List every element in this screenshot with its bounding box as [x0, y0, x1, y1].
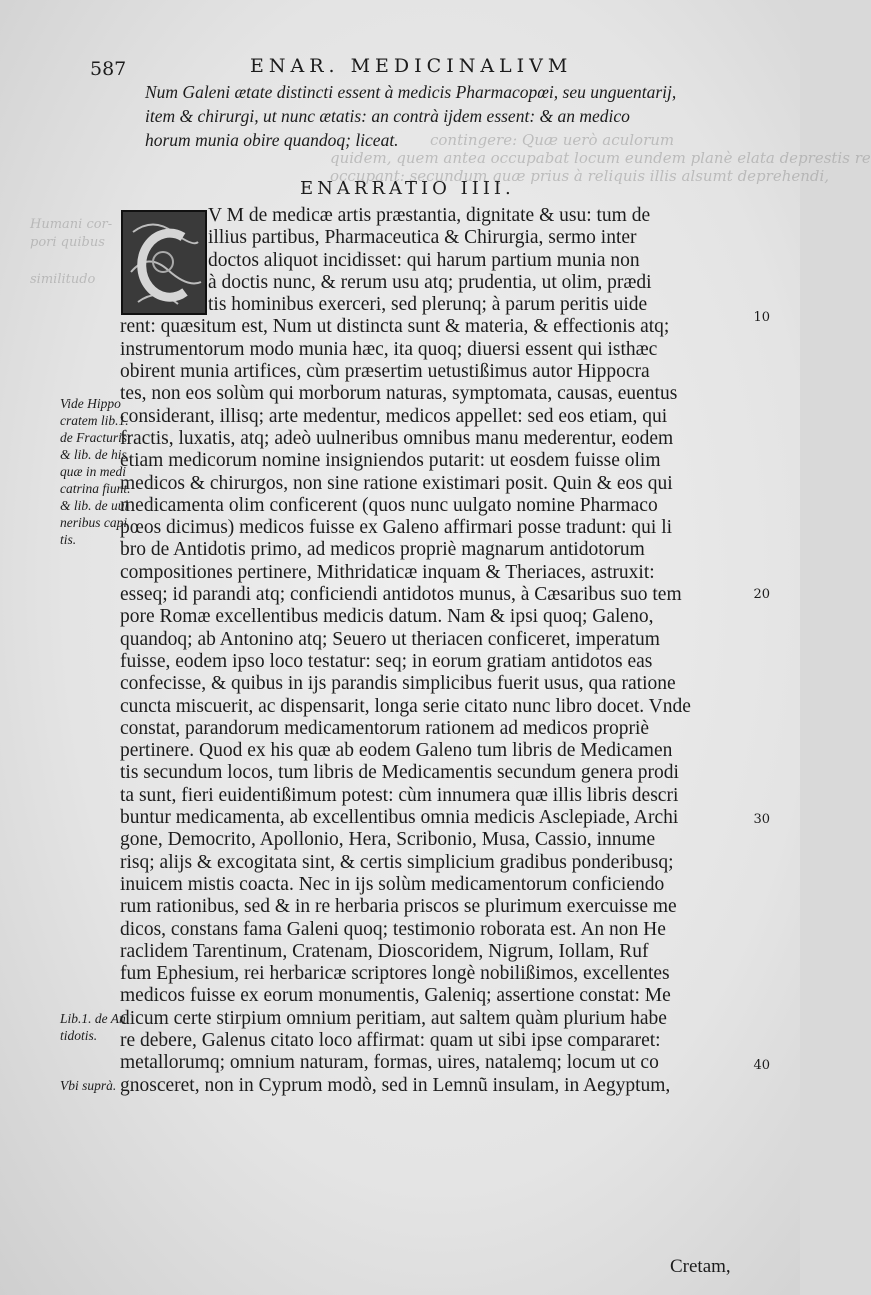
body-line: pœos dicimus) medicos fuisse ex Galeno affirmari posse tradunt: qui li: [120, 517, 673, 539]
line-number: 40: [753, 1058, 770, 1073]
body-line: cuncta miscuerit, ac dispensarit, longa serie citato nunc libro docet. Vnde: [120, 695, 691, 717]
body-line: medicamenta olim conficerent (quos nunc uulgato nomine Pharmaco: [120, 494, 658, 516]
margin-note: [60, 395, 132, 548]
body-line: rent: quæsitum est, Num ut distincta sunt & materia, & effectionis atq;: [120, 316, 670, 338]
body-line: à doctis nunc, & rerum usu atq; prudentia, ut olim, prædi: [208, 271, 652, 293]
bleed-through-text: pori quibus: [30, 235, 105, 250]
margin-note-line: cratem lib.1.: [60, 413, 129, 428]
body-line: inuicem mistis coacta. Nec in ijs solùm medicamentorum conficiendo: [120, 873, 665, 895]
body-line: buntur medicamenta, ab excellentibus omnia medicis Asclepiade, Archi: [120, 807, 679, 829]
body-line: doctos aliquot incidisset: qui harum partium munia non: [208, 249, 640, 271]
body-line: raclidem Tarentinum, Cratenam, Dioscoridem, Nigrum, Iollam, Ruf: [120, 940, 649, 962]
body-line: dicum certe stirpium omnium peritiam, aut saltem quàm plurium habe: [120, 1007, 667, 1029]
body-line: ta sunt, fieri euidentißimum potest: cùm innumera quæ illis libris descri: [120, 784, 679, 806]
body-line: fum Ephesium, rei herbaricæ scriptores longè nobilißimos, excellentes: [120, 963, 670, 985]
intro-question: [145, 80, 745, 152]
margin-note-line: Vide Hippo: [60, 396, 121, 411]
body-line: tis hominibus exerceri, sed plerunq; à parum peritis uide: [208, 294, 648, 316]
margin-note-line: tidotis.: [60, 1028, 98, 1043]
body-line: tes, non eos solùm qui morborum naturas, symptomata, causas, euentus: [120, 383, 678, 405]
body-line: fractis, luxatis, atq; adeò uulneribus omnibus manu mederentur, eodem: [120, 427, 674, 449]
body-line: quandoq; ab Antonino atq; Seuero ut theriacen conficeret, imperatum: [120, 628, 660, 650]
body-line: dicos, constans fama Galeni quoq; testimonio roborata est. An non He: [120, 918, 666, 940]
body-line: esseq; id parandi atq; conficiendi antidotos munus, à Cæsaribus suo tem: [120, 584, 682, 606]
body-line: considerant, illisq; arte medentur, medicos appellet: sed eos etiam, qui: [120, 405, 668, 427]
body-line: tis secundum locos, tum libris de Medicamentis secundum genera prodi: [120, 762, 679, 784]
bleed-through-text: quidem, quem antea occupabat locum eundem planè elata deprestis re: [330, 149, 871, 167]
decorated-initial: [121, 210, 207, 315]
margin-note-line: & lib. de his: [60, 447, 127, 462]
margin-note-line: tis.: [60, 532, 77, 547]
margin-note-line: Lib.1. de An: [60, 1011, 126, 1026]
intro-line: horum munia obire quandoq; liceat.: [145, 130, 399, 150]
line-number: 20: [753, 587, 770, 602]
running-title: ENAR. MEDICINALIVM: [250, 55, 573, 77]
body-line: fuisse, eodem ipso loco testatur: seq; in eorum gratiam antidotos eas: [120, 650, 653, 672]
body-line: rum rationibus, sed & in re herbaria priscos se plurimum exercuisse me: [120, 896, 677, 918]
margin-note-line: & lib. de uul: [60, 498, 129, 513]
margin-note-line: Vbi suprà.: [60, 1078, 117, 1093]
body-line: confecisse, & quibus in ijs parandis simplicibus fuerit usus, qua ratione: [120, 673, 676, 695]
margin-note: [60, 1010, 126, 1044]
body-line: instrumentorum modo munia hæc, ita quoq; diuersi essent qui isthæc: [120, 338, 658, 360]
body-line: pore Romæ excellentibus medicis datum. Nam & ipsi quoq; Galeno,: [120, 606, 654, 628]
margin-note-line: catrina fiunt.: [60, 481, 131, 496]
intro-line: Num Galeni ætate distincti essent à medicis Pharmacopœi, seu unguentarij,: [145, 82, 677, 102]
body-line: V M de medicæ artis præstantia, dignitate & usu: tum de: [208, 205, 651, 226]
intro-line: item & chirurgi, ut nunc ætatis: an contrà ijdem essent: & an medico: [145, 106, 630, 126]
body-line: constat, parandorum medicamentorum rationem ad medicos propriè: [120, 717, 650, 739]
body-line: pertinere. Quod ex his quæ ab eodem Galeno tum libris de Medicamen: [120, 740, 673, 762]
body-line: obirent munia artifices, cùm præsertim uetustißimus autor Hippocra: [120, 361, 650, 383]
body-line: medicos & chirurgos, non sine ratione existimari posit. Quin & eos qui: [120, 472, 673, 494]
catchword: Cretam,: [670, 1256, 731, 1277]
page-number: 587: [90, 58, 127, 80]
margin-note-line: quæ in medi: [60, 464, 126, 479]
body-line: risq; alijs & excogitata sint, & certis simplicium gradibus ponderibusq;: [120, 851, 674, 873]
margin-note-line: de Fracturis:: [60, 430, 132, 445]
margin-note-line: neribus capi: [60, 515, 128, 530]
body-line: medicos fuisse ex eorum monumentis, Galeniq; assertione constat: Me: [120, 985, 671, 1007]
bleed-through-text: contingere: Quæ uerò aculorum: [430, 131, 675, 149]
section-title: ENARRATIO IIII.: [300, 178, 515, 199]
body-line: bro de Antidotis primo, ad medicos propriè magnarum antidotorum: [120, 539, 645, 561]
line-number: 10: [753, 310, 770, 325]
body-line: gone, Democrito, Apollonio, Hera, Scribonio, Musa, Cassio, innume: [120, 829, 656, 851]
body-line: compositiones pertinere, Mithridaticæ inquam & Theriaces, astruxit:: [120, 561, 655, 583]
body-text: [120, 205, 740, 1097]
body-line: etiam medicorum nomine insigniendos putarit: ut eosdem fuisse olim: [120, 450, 661, 472]
bleed-through-text: occupant: secundum quæ prius à reliquis illis alsumt deprehendi,: [330, 167, 830, 185]
body-line: illius partibus, Pharmaceutica & Chirurgia, sermo inter: [208, 227, 637, 249]
bleed-through-text: Humani cor-: [30, 217, 113, 232]
bleed-through-text: similitudo: [30, 272, 96, 287]
margin-note: [60, 1077, 116, 1094]
line-number: 30: [753, 812, 770, 827]
body-line: gnosceret, non in Cyprum modò, sed in Lemnũ insulam, in Aegyptum,: [120, 1074, 671, 1096]
body-line: metallorumq; omnium naturam, formas, uires, natalemq; locum ut co: [120, 1052, 659, 1074]
body-line: re debere, Galenus citato loco affirmat: quam ut sibi ipse compararet:: [120, 1029, 661, 1051]
